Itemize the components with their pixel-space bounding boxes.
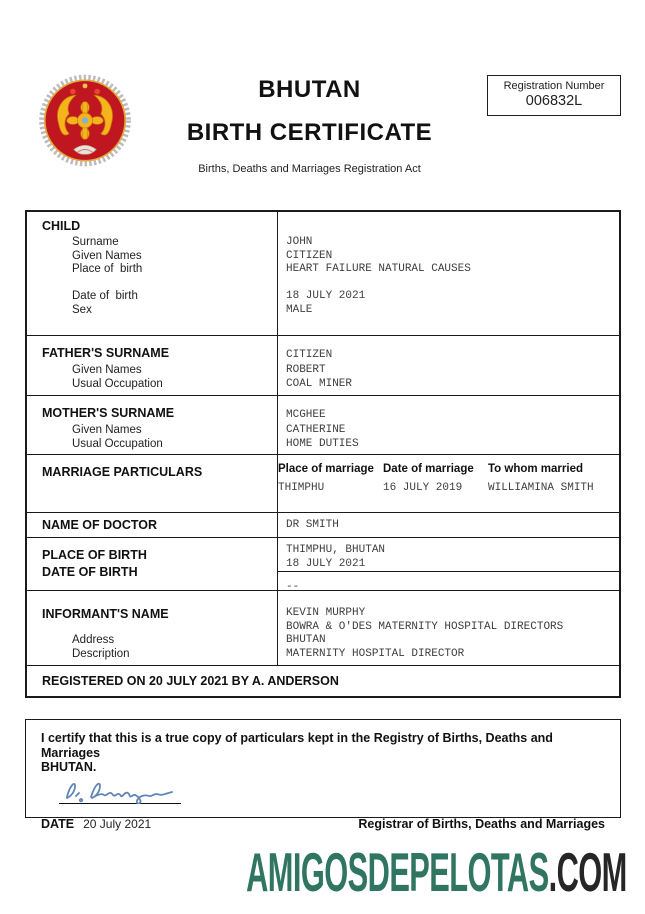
informant-section-title: INFORMANT'S NAME [42,607,169,621]
field-label: Given Names [72,424,142,436]
child-values-cell [278,212,619,335]
field-value: COAL MINER [286,377,353,390]
field-value: JOHN [286,236,313,248]
table-row-birth [27,538,619,591]
birth-date-title: DATE OF BIRTH [42,564,138,579]
mother-section-title: MOTHER'S SURNAME [42,406,175,420]
table-row-informant [27,591,619,666]
registration-number-value: 006832L [525,93,583,109]
table-row-father [27,336,619,396]
field-value: MALE [286,303,313,316]
date-row [41,817,151,831]
field-label: Usual Occupation [72,377,163,390]
field-label: Place of birth [72,263,143,275]
date-label: DATE [41,816,75,831]
watermark [246,840,627,904]
doctor-value-cell [278,513,619,537]
field-value: BHUTAN [286,634,326,646]
field-value: THIMPHU [278,482,325,494]
birth-values-cell [278,538,619,594]
field-value: CATHERINE [286,424,346,436]
document-title: BIRTH CERTIFICATE [186,119,433,146]
bhutan-emblem-icon [38,70,132,171]
field-value: 16 JULY 2019 [383,482,463,494]
marriage-values-cell [278,455,619,512]
certification-box [25,719,621,831]
doctor-section-title: NAME OF DOCTOR [42,518,158,532]
table-row-registered [27,666,619,696]
title-block [132,70,487,175]
field-value: THIMPHU, BHUTAN [286,544,386,556]
field-value: HOME DUTIES [286,437,359,450]
column-header: Place of marriage [278,463,374,475]
field-label [42,277,267,291]
act-subtitle: Births, Deaths and Marriages Registration Act [198,163,421,175]
field-value: MCGHEE [286,409,326,421]
table-row-mother [27,396,619,455]
marriage-labels-cell [27,455,278,512]
column-header: Date of marriage [383,463,474,475]
signature-icon [59,778,189,804]
watermark-tld: .COM [548,841,627,903]
child-labels-cell [27,212,278,335]
field-value: HEART FAILURE NATURAL CAUSES [286,263,471,275]
field-value: -- [286,581,300,593]
marriage-section-title: MARRIAGE PARTICULARS [42,465,203,479]
mother-values-cell [278,396,619,454]
field-label: Given Names [72,249,142,262]
field-value: WILLIAMINA SMITH [488,482,594,494]
field-label: Given Names [72,364,142,376]
certificate-table [25,210,621,698]
birth-values-top [278,538,619,571]
field-value: ROBERT [286,364,326,376]
field-label: Description [72,647,130,660]
column-header: To whom married [488,463,583,475]
marriage-col-date [383,463,488,512]
field-label: Date of birth [72,290,138,302]
child-section-title: CHILD [42,219,81,233]
doctor-label-cell [27,513,278,537]
certification-statement [41,731,605,775]
emblem-wrap [38,70,132,176]
informant-values-cell [278,591,619,665]
field-value [286,277,611,291]
certification-line1: I certify that this is a true copy of particulars kept in the Registry of Births, Deaths and Marriages [41,731,553,760]
table-row-child [27,212,619,336]
registration-number-label: Registration Number [503,80,605,92]
marriage-col-spouse [488,463,611,512]
field-label: Sex [72,303,92,316]
field-value: DR SMITH [286,519,339,531]
registered-statement: REGISTERED ON 20 JULY 2021 BY A. ANDERSON [42,674,339,688]
table-row-doctor [27,513,619,538]
header [0,0,645,176]
registrar-signature [59,778,605,803]
registrar-title: Registrar of Births, Deaths and Marriages [358,816,605,831]
birth-place-title: PLACE OF BIRTH [42,548,147,562]
field-label: Address [72,634,115,646]
date-value: 20 July 2021 [83,816,152,831]
watermark-brand: AMIGOSDEPELOTAS [246,841,549,903]
table-row-marriage [27,455,619,513]
field-label: Usual Occupation [72,437,163,450]
field-value: BOWRA & O'DES MATERNITY HOSPITAL DIRECTORS [286,620,564,633]
field-value: CITIZEN [286,249,333,262]
registration-number-box [487,75,621,116]
father-labels-cell [27,336,278,395]
certification-line2: BHUTAN. [41,760,97,774]
field-value: 18 JULY 2021 [286,557,366,570]
mother-labels-cell [27,396,278,454]
father-values-cell [278,336,619,395]
field-label: Surname [72,236,119,248]
field-value: MATERNITY HOSPITAL DIRECTOR [286,647,465,660]
field-value: CITIZEN [286,349,333,361]
father-section-title: FATHER'S SURNAME [42,346,170,360]
informant-labels-cell [27,591,278,665]
field-value: KEVIN MURPHY [286,607,366,619]
country-title: BHUTAN [258,76,361,103]
marriage-col-place [278,463,383,512]
birth-labels-cell [27,538,278,594]
certification-footer [41,817,605,831]
field-value: 18 JULY 2021 [286,290,366,302]
